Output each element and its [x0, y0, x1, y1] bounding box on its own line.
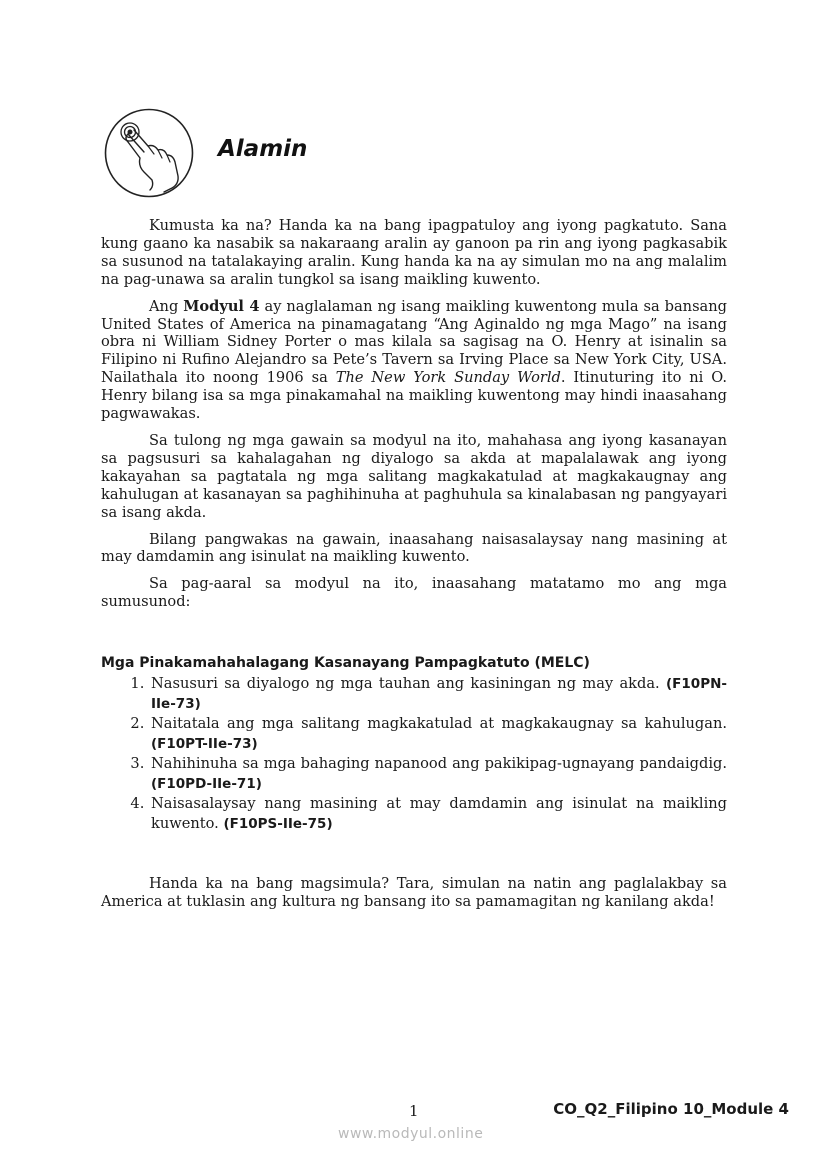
touch-hand-icon	[104, 108, 194, 198]
intro-paragraph: Sa tulong ng mga gawain sa modyul na ito, mahahasa ang iyong kasanayan sa pagsusuri sa kahalagahan ng diyalogo sa akda at mapalalawak ang iyong kakayahan sa pagtatala ng mga salitang magkakatulad at magkakaugnay ang kahulugan at kasanayan sa paghihinuha at paghuhula sa kinalabasan ng pangyayari sa isang akda.	[101, 431, 727, 521]
module-code: CO_Q2_Filipino 10_Module 4	[553, 1100, 789, 1118]
intro-body	[101, 217, 727, 620]
section-title: Alamin	[218, 136, 308, 162]
publication-title: The New York Sunday World	[335, 369, 561, 387]
section-header	[104, 108, 404, 198]
intro-paragraph: Sa pag-aaral sa modyul na ito, inaasahang matatamo mo ang mga sumusunod:	[101, 575, 727, 611]
melc-list	[101, 674, 727, 834]
intro-paragraph: Bilang pangwakas na gawain, inaasahang naisasalaysay nang masining at may damdamin ang isinulat na maikling kuwento.	[101, 530, 727, 566]
closing-paragraph: Handa ka na bang magsimula? Tara, simulan na natin ang paglalakbay sa America at tuklasin ang kultura ng bansang ito sa pamamagitan ng kanilang akda!	[101, 875, 727, 910]
intro-paragraph: Kumusta ka na? Handa ka na bang ipagpatuloy ang iyong pagkatuto. Sana kung gaano ka nasabik sa nakaraang aralin ay ganoon pa rin ang iyong pagkasabik sa susunod na tatalakaying aralin. Kung handa ka na ay simulan mo na ang malalim na pag-unawa sa aralin tungkol sa isang maikling kuwento.	[101, 217, 727, 288]
melc-item: 2. Naitatala ang mga salitang magkakatulad at magkakaugnay sa kahulugan. (F10PT-IIe-73)	[149, 714, 727, 754]
melc-section	[101, 653, 727, 834]
melc-item: 3. Nahihinuha sa mga bahaging napanood ang pakikipag-ugnayang pandaigdig. (F10PD-IIe-71)	[149, 754, 727, 794]
watermark: www.modyul.online	[338, 1126, 484, 1142]
melc-item: 4. Naisasalaysay nang masining at may damdamin ang isinulat na maikling kuwento. (F10PS-IIe-75)	[149, 794, 727, 834]
melc-code: (F10PD-IIe-71)	[151, 776, 262, 792]
melc-code: (F10PT-IIe-73)	[151, 736, 258, 752]
page-number: 1	[409, 1102, 419, 1120]
melc-code: (F10PN-IIe-73)	[151, 676, 727, 712]
intro-paragraph-module: Ang Modyul 4 ay naglalaman ng isang maikling kuwentong mula sa bansang United States of America na pinamagatang “Ang Aginaldo ng mga Mago” na isang obra ni William Sidney Porter o mas kilala sa sagisag na O. Henry at isinalin sa Filipino ni Rufino Alejandro sa Pete’s Tavern sa Irving Place sa New York City, USA. Nailathala ito noong 1906 sa The New York Sunday World. Itinuturing ito ni O. Henry bilang isa sa mga pinakamahal na maikling kuwentong may hindi inaasahang pagwawakas.	[101, 297, 728, 423]
melc-code: (F10PS-IIe-75)	[223, 816, 333, 832]
melc-heading: Mga Pinakamahahalagang Kasanayang Pampagkatuto (MELC)	[101, 655, 590, 671]
melc-item: 1. Nasusuri sa diyalogo ng mga tauhan ang kasiningan ng may akda. (F10PN-IIe-73)	[149, 674, 727, 714]
module-name: Modyul 4	[183, 297, 260, 315]
